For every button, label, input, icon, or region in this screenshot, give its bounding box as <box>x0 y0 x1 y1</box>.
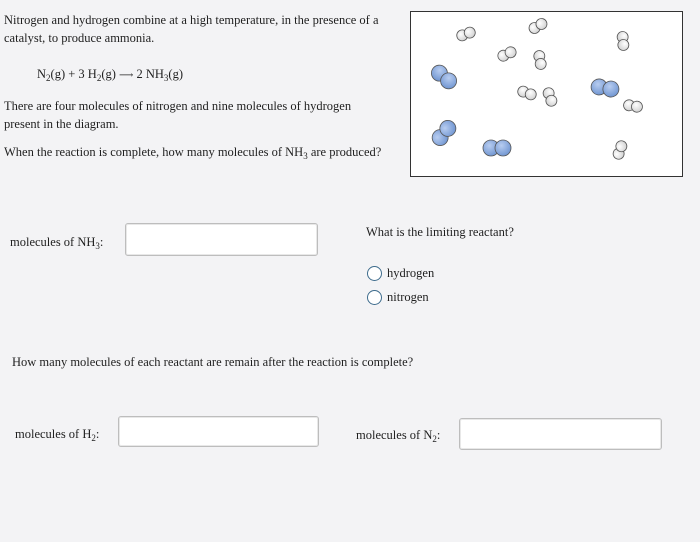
hydrogen-molecule <box>617 31 630 51</box>
nitrogen-molecule <box>429 117 459 149</box>
molecule-diagram <box>410 11 683 177</box>
nitrogen-molecule <box>590 78 620 99</box>
hydrogen-molecule <box>612 139 629 161</box>
radio-label-nitrogen[interactable]: nitrogen <box>387 290 429 304</box>
question-nh3: When the reaction is complete, how many molecules of $NH_3$ are produced? <box>4 145 382 161</box>
intro-line-1: Nitrogen and hydrogen combine at a high temperature, in the presence of a <box>4 13 379 27</box>
molecule-diagram-svg <box>411 12 682 176</box>
hydrogen-molecule <box>516 85 538 102</box>
radio-hydrogen[interactable] <box>367 266 382 281</box>
radio-label-hydrogen[interactable]: hydrogen <box>387 266 435 280</box>
n2-answer-input[interactable] <box>459 418 662 450</box>
description-text <box>4 97 351 133</box>
radio-nitrogen[interactable] <box>367 290 382 305</box>
h2-field-label: molecules of $H_2$: <box>15 427 100 443</box>
intro-line-2: catalyst, to produce ammonia. <box>4 31 155 45</box>
nitrogen-molecule <box>428 62 460 92</box>
hydrogen-molecule <box>542 86 559 108</box>
reaction-arrow: ⟶ <box>119 70 134 81</box>
hydrogen-molecule <box>496 45 518 63</box>
hydrogen-molecule <box>533 50 547 71</box>
n2-field-label: molecules of $N_2$: <box>356 428 441 444</box>
description-line-1: There are four molecules of nitrogen and nine molecules of hydrogen <box>4 99 352 113</box>
reaction-equation: $N_2(g) + 3$ $H_2(g)$ ⟶ 2 $NH_3(g)$ <box>37 67 183 83</box>
nitrogen-molecule <box>483 140 511 156</box>
nh3-answer-input[interactable] <box>125 223 318 256</box>
remaining-question: How many molecules of each reactant are remain after the reaction is complete? <box>12 355 414 369</box>
hydrogen-molecule <box>455 26 477 43</box>
hydrogen-molecule <box>623 99 644 113</box>
limiting-reactant-question: What is the limiting reactant? <box>366 225 514 239</box>
description-line-2: present in the diagram. <box>4 117 119 131</box>
hydrogen-molecule <box>527 16 549 35</box>
h2-answer-input[interactable] <box>118 416 319 447</box>
nh3-field-label: molecules of $NH_3$: <box>10 235 104 251</box>
intro-text <box>4 11 379 47</box>
